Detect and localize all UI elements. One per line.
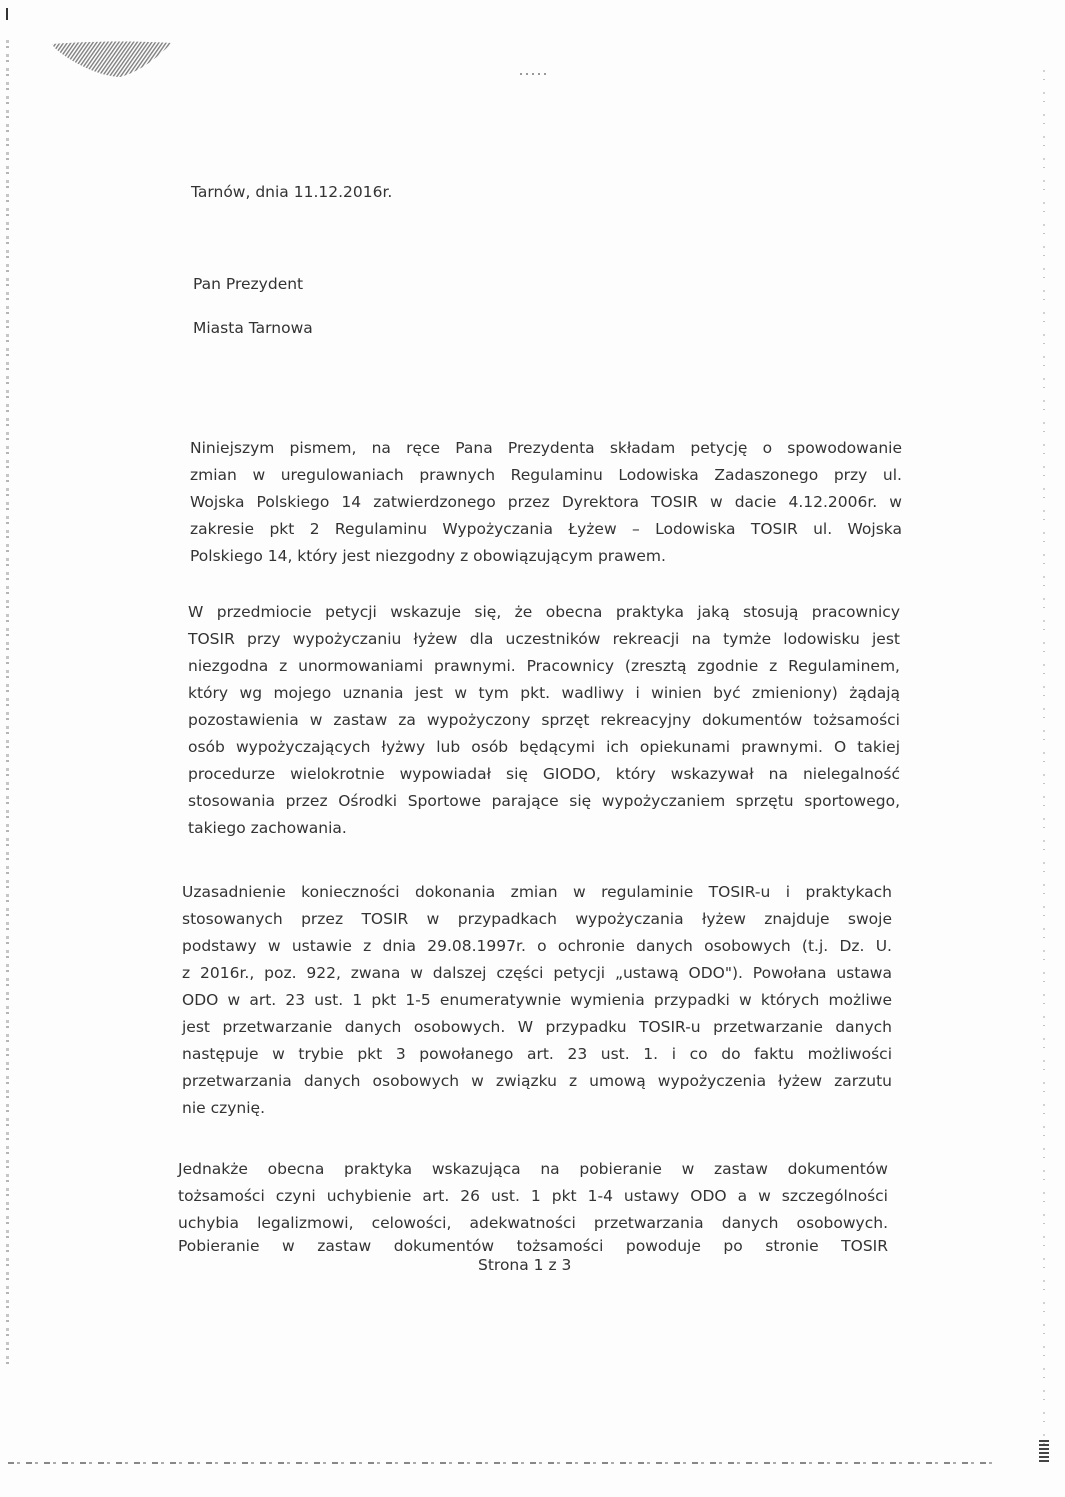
paragraph-line: podstawy w ustawie z dnia 29.08.1997r. o ochronie danych osobowych (t.j. Dz. U.: [182, 937, 892, 955]
paragraph-line: przetwarzania danych osobowych w związku z umową wypożyczenia łyżew zarzutu: [182, 1072, 892, 1090]
paragraph-line: osób wypożyczających łyżwy lub osób będącymi ich opiekunami prawnymi. O takiej: [188, 738, 900, 756]
paragraph-line: który wg mojego uznania jest w tym pkt. wadliwy i winien być zmieniony) żądają: [188, 684, 900, 702]
paragraph-line: Wojska Polskiego 14 zatwierdzonego przez Dyrektora TOSIR w dacie 4.12.2006r. w: [190, 493, 902, 511]
scan-dots: [520, 73, 550, 75]
paragraph-line: zakresie pkt 2 Regulaminu Wypożyczania Łyżew – Lodowiska TOSIR ul. Wojska: [190, 520, 902, 538]
paragraph-line: tożsamości czyni uchybienie art. 26 ust. 1 pkt 1-4 ustawy ODO a w szczególności: [178, 1187, 888, 1205]
paragraph-line: jest przetwarzanie danych osobowych. W przypadku TOSIR-u przetwarzanie danych: [182, 1018, 892, 1036]
paragraph-line: stosowania przez Ośrodki Sportowe parające się wypożyczaniem sprzętu sportowego,: [188, 792, 900, 810]
letter-date: Tarnów, dnia 11.12.2016r.: [191, 183, 393, 201]
paragraph-line: Niniejszym pismem, na ręce Pana Prezydenta składam petycję o spowodowanie: [190, 439, 902, 457]
paragraph-line: z 2016r., poz. 922, zwana w dalszej części petycji „ustawą ODO"). Powołana ustawa: [182, 964, 892, 982]
addressee-city: Miasta Tarnowa: [193, 319, 313, 337]
scan-mark: [6, 8, 8, 20]
paragraph-line: nie czynię.: [182, 1099, 266, 1117]
paragraph-line: Pobieranie w zastaw dokumentów tożsamości powoduje po stronie TOSIR: [178, 1237, 888, 1255]
paragraph-line: pozostawienia w zastaw za wypożyczony sprzęt rekreacyjny dokumentów tożsamości: [188, 711, 900, 729]
addressee-title: Pan Prezydent: [193, 275, 304, 293]
paragraph-line: zmian w uregulowaniach prawnych Regulaminu Lodowiska Zadaszonego przy ul.: [190, 466, 902, 484]
paragraph-line: takiego zachowania.: [188, 819, 347, 837]
scan-right-edge: [1043, 70, 1045, 1450]
paragraph-line: niezgodna z unormowaniami prawnymi. Pracownicy (zresztą zgodnie z Regulaminem,: [188, 657, 900, 675]
paragraph-line: Polskiego 14, który jest niezgodny z obowiązującym prawem.: [190, 547, 666, 565]
paragraph-line: uchybia legalizmowi, celowości, adekwatności przetwarzania danych osobowych.: [178, 1214, 888, 1232]
paragraph-line: TOSIR przy wypożyczaniu łyżew dla uczestników rekreacji na tymże lodowisku jest: [188, 630, 900, 648]
page-number-footer: Strona 1 z 3: [478, 1256, 572, 1274]
paragraph-line: Jednakże obecna praktyka wskazująca na pobieranie w zastaw dokumentów: [178, 1160, 888, 1178]
paragraph-line: stosowanych przez TOSIR w przypadkach wypożyczania łyżew znajduje swoje: [182, 910, 892, 928]
paragraph-line: W przedmiocie petycji wskazuje się, że obecna praktyka jaką stosują pracownicy: [188, 603, 900, 621]
scan-artifact-blob: [50, 40, 175, 80]
paragraph-line: następuje w trybie pkt 3 powołanego art. 23 ust. 1. i co do faktu możliwości: [182, 1045, 892, 1063]
paragraph-line: ODO w art. 23 ust. 1 pkt 1-5 enumeratywnie wymienia przypadki w których możliwe: [182, 991, 892, 1009]
scan-bottom-edge: [8, 1462, 998, 1464]
paragraph-line: procedurze wielokrotnie wypowiadał się GIODO, który wskazywał na nielegalność: [188, 765, 900, 783]
paragraph-line: Uzasadnienie konieczności dokonania zmian w regulaminie TOSIR-u i praktykach: [182, 883, 892, 901]
scan-right-mark: [1039, 1440, 1049, 1464]
scan-left-edge: [6, 40, 9, 1370]
